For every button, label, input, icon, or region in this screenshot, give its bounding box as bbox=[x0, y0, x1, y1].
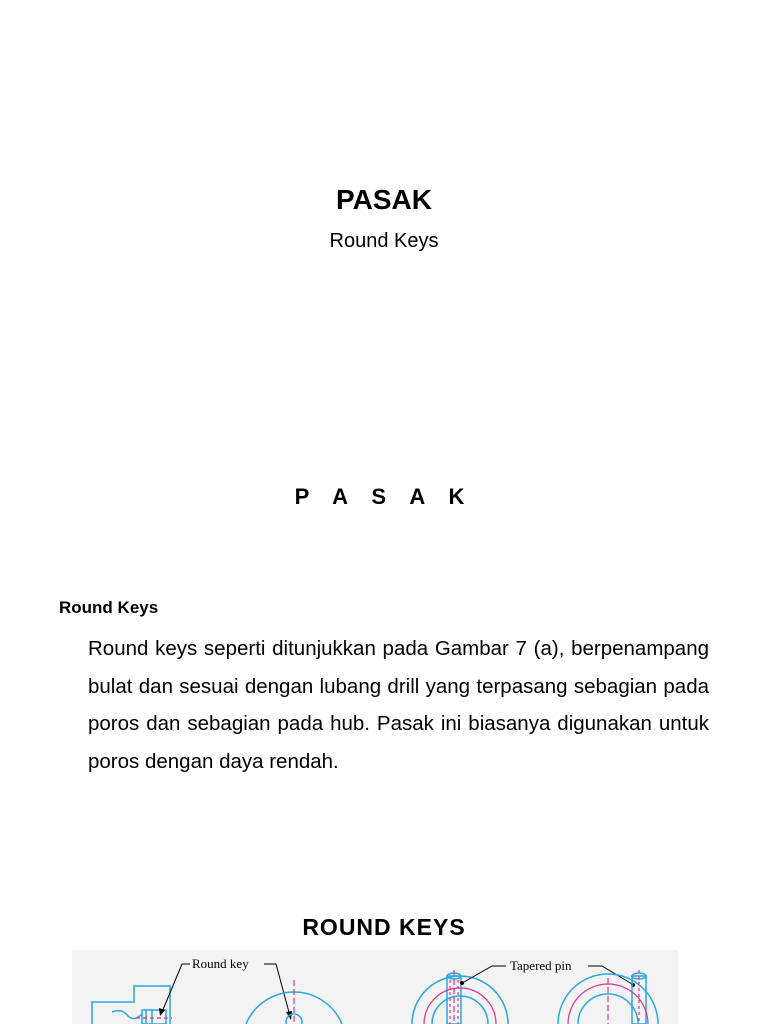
section-title: P A S A K bbox=[294, 484, 474, 509]
tapered-pin-dot-left bbox=[460, 981, 464, 985]
section-view-2 bbox=[412, 973, 508, 1024]
tapered-pin-label: Tapered pin bbox=[510, 958, 572, 973]
round-key-arrow-left bbox=[159, 1008, 165, 1016]
round-key-label: Round key bbox=[192, 956, 249, 971]
round-keys-drawing bbox=[72, 950, 678, 1024]
page-title: PASAK bbox=[336, 184, 432, 215]
round-key-leader bbox=[162, 964, 290, 1016]
page-subtitle: Round Keys bbox=[329, 230, 439, 252]
section-heading: Round Keys bbox=[59, 598, 159, 617]
round-keys-figure bbox=[72, 950, 678, 1024]
body-paragraph: Round keys seperti ditunjukkan pada Gambar 7 (a), berpenampang bulat dan sesuai dengan lubang drill yang terpasang sebagian pada poros dan sebagian pada hub. Pasak ini biasanya digunakan untuk poros dengan daya rendah. bbox=[88, 637, 709, 773]
figure-title: ROUND KEYS bbox=[302, 914, 466, 940]
